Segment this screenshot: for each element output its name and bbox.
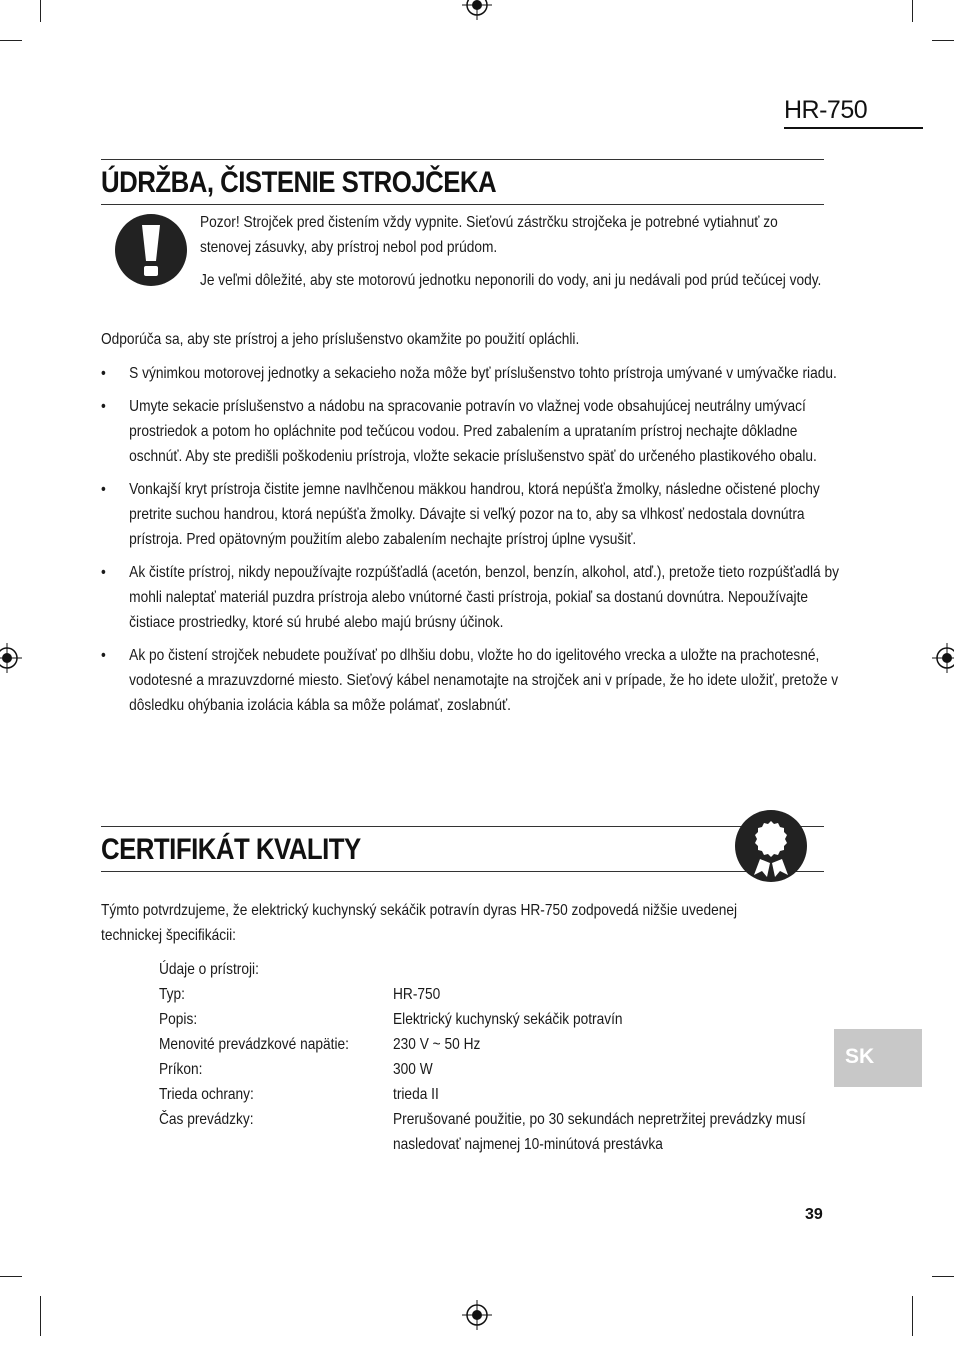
crop-mark bbox=[40, 0, 41, 22]
spec-value: HR-750 bbox=[393, 986, 441, 1003]
maintenance-title: ÚDRŽBA, ČISTENIE STROJČEKA bbox=[101, 166, 497, 199]
crop-mark bbox=[932, 1276, 954, 1277]
bullet-text: Ak čistíte prístroj, nikdy nepoužívajte rozpúšťadlá (acetón, benzol, benzín, alkohol, atď.), pretože tieto rozpúšťadlá by mohli naleptať materiál puzdra prístroja alebo vnútorné časti prístroja, pokiaľ sa dostanú dovnútra. Nepoužívajte čistiace prostriedky, ktoré sú hrubé alebo majú brúsny účinok. bbox=[129, 564, 839, 631]
spec-heading: Údaje o prístroji: bbox=[159, 961, 259, 978]
spec-label: Typ: bbox=[159, 986, 185, 1003]
certificate-intro: Týmto potvrdzujeme, že elektrický kuchynský sekáčik potravín dyras HR-750 zodpovedá nižšie uvedenej technickej špecifikácii: bbox=[101, 902, 738, 944]
list-item bbox=[101, 643, 851, 718]
spec-value: 300 W bbox=[393, 1061, 433, 1078]
award-rosette-icon bbox=[734, 809, 808, 883]
model-underline bbox=[784, 127, 923, 129]
registration-mark-icon bbox=[462, 1300, 492, 1330]
bullet-text: S výnimkou motorovej jednotky a sekacieho noža môže byť príslušenstvo tohto prístroja umývané v umývačke riadu. bbox=[129, 365, 837, 382]
table-row bbox=[159, 1082, 919, 1107]
section-rule-bottom bbox=[101, 871, 824, 872]
table-row bbox=[159, 1007, 919, 1032]
certificate-title: CERTIFIKÁT KVALITY bbox=[101, 833, 361, 866]
maintenance-intro: Odporúča sa, aby ste prístroj a jeho príslušenstvo okamžite po použití opláchli. bbox=[101, 331, 580, 348]
registration-mark-icon bbox=[932, 643, 954, 673]
crop-mark bbox=[912, 1296, 913, 1336]
warning-text-2: Je veľmi dôležité, aby ste motorovú jednotku neponorili do vody, ani ju nedávali pod prúd tečúcej vody. bbox=[200, 272, 822, 289]
model-label: HR-750 bbox=[784, 96, 868, 124]
spec-value: Elektrický kuchynský sekáčik potravín bbox=[393, 1011, 623, 1028]
maintenance-bullet-list bbox=[101, 361, 923, 726]
list-item bbox=[101, 477, 851, 552]
spec-label: Trieda ochrany: bbox=[159, 1086, 254, 1103]
spec-label: Popis: bbox=[159, 1011, 198, 1028]
language-tab: SK bbox=[834, 1029, 922, 1087]
list-item bbox=[101, 394, 851, 469]
spec-label: Príkon: bbox=[159, 1061, 203, 1078]
table-row bbox=[159, 1107, 919, 1157]
registration-mark-icon bbox=[0, 643, 22, 673]
bullet-marker: • bbox=[101, 365, 106, 382]
bullet-marker: • bbox=[101, 481, 106, 498]
spec-label: Menovité prevádzkové napätie: bbox=[159, 1036, 349, 1053]
spec-table bbox=[159, 957, 919, 1157]
spec-value: Prerušované použitie, po 30 sekundách nepretržitej prevádzky musí nasledovať najmenej 10-minútová prestávka bbox=[393, 1111, 806, 1153]
table-row bbox=[159, 1057, 919, 1082]
table-row bbox=[159, 1032, 919, 1057]
bullet-text: Ak po čistení strojček nebudete používať po dlhšiu dobu, vložte ho do igelitového vrecka a uložte na prachotesné, vodotesné a mrazuvzdorné miesto. Sieťový kábel nenamotajte na strojček ani v prípade, že ho idete uložiť, pretože v dôsledku ohýbania izolácia kábla sa môže polámať, zoslabnúť. bbox=[129, 647, 839, 714]
crop-mark bbox=[0, 1276, 22, 1277]
table-row bbox=[159, 982, 919, 1007]
crop-mark bbox=[932, 40, 954, 41]
section-rule-top bbox=[101, 159, 824, 160]
exclamation-icon bbox=[114, 213, 188, 287]
section-rule-bottom bbox=[101, 204, 824, 205]
spec-heading-row bbox=[159, 957, 919, 982]
crop-mark bbox=[0, 40, 22, 41]
page-number: 39 bbox=[805, 1206, 823, 1223]
crop-mark bbox=[912, 0, 913, 22]
spec-value: 230 V ~ 50 Hz bbox=[393, 1036, 481, 1053]
spec-value: trieda II bbox=[393, 1086, 439, 1103]
list-item bbox=[101, 560, 851, 635]
registration-mark-icon bbox=[462, 0, 492, 20]
bullet-text: Vonkajší kryt prístroja čistite jemne navlhčenou mäkkou handrou, ktorá nepúšťa žmolky, následne očistené plochy pretrite suchou handrou, ktorá nepúšťa žmolky. Dávajte si veľký pozor na to, aby sa vlhkosť nedostala dovnútra prístroja. Pred opätovným použitím alebo zabalením nechajte prístroj úplne vysušiť. bbox=[129, 481, 820, 548]
bullet-text: Umyte sekacie príslušenstvo a nádobu na spracovanie potravín vo vlažnej vode obsahujúcej neutrálny umývací prostriedok a potom ho opláchnite pod tečúcou vodou. Pred zabalením a uprataním prístroj nechajte dôkladne oschnúť. Aby ste predišli poškodeniu prístroja, vložte sekacie príslušenstvo späť do určeného plastikového obalu. bbox=[129, 398, 817, 465]
section-rule-top bbox=[101, 826, 824, 827]
spec-label: Čas prevádzky: bbox=[159, 1111, 254, 1128]
warning-text-1: Pozor! Strojček pred čistením vždy vypnite. Sieťovú zástrčku strojčeka je potrebné vytiahnuť zo stenovej zásuvky, aby prístroj nebol pod prúdom. bbox=[200, 214, 778, 256]
list-item bbox=[101, 361, 851, 386]
crop-mark bbox=[40, 1296, 41, 1336]
bullet-marker: • bbox=[101, 398, 106, 415]
bullet-marker: • bbox=[101, 564, 106, 581]
bullet-marker: • bbox=[101, 647, 106, 664]
